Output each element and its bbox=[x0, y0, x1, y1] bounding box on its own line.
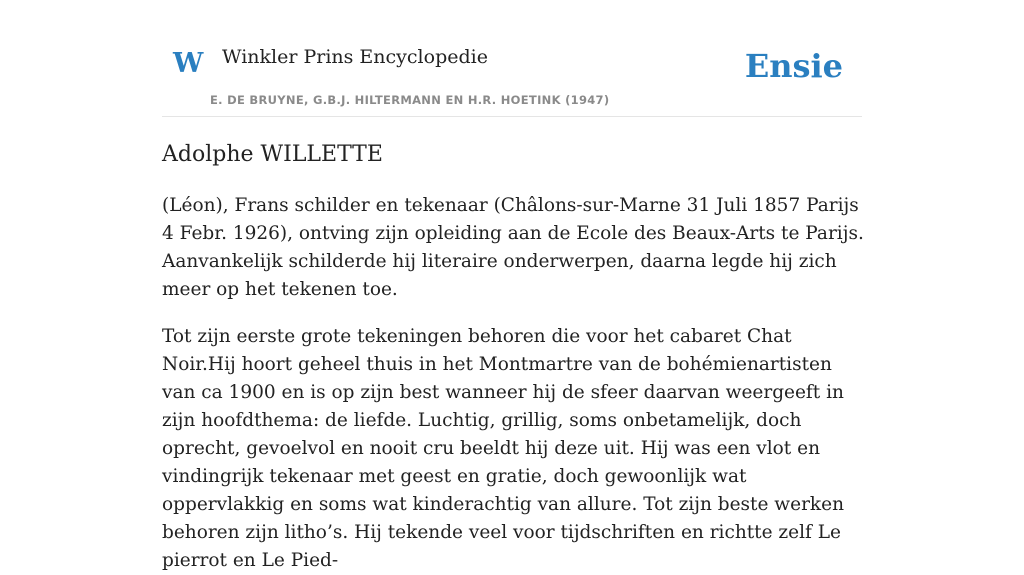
article-title: Adolphe WILLETTE bbox=[162, 142, 383, 167]
article-paragraph: (Léon), Frans schilder en tekenaar (Châlons-sur-Marne 31 Juli 1857 Parijs 4 Febr. 1926), ontving zijn opleiding aan de Ecole des Beaux-Arts te Parijs. Aanvankelijk schilderde hij literaire onderwerpen, daarna legde hij zich meer op het tekenen toe. bbox=[162, 195, 864, 300]
site-header bbox=[162, 0, 862, 117]
source-title[interactable]: Winkler Prins Encyclopedie bbox=[222, 46, 488, 68]
ensie-logo-link[interactable]: Ensie bbox=[744, 47, 843, 85]
winkler-prins-logo[interactable]: W bbox=[173, 48, 204, 79]
article-paragraph: Tot zijn eerste grote tekeningen behoren die voor het cabaret Chat Noir.Hij hoort geheel thuis in het Montmartre van de bohémienartisten van ca 1900 en is op zijn best wanneer hij de sfeer daarvan weergeeft in zijn hoofdthema: de liefde. Luchtig, grillig, soms onbetamelijk, doch oprecht, gevoelvol en nooit cru beeldt hij deze uit. Hij was een vlot en vindingrijk tekenaar met geest en gratie, doch gewoonlijk wat oppervlakkig en soms wat kinderachtig van allure. Tot zijn beste werken behoren zijn litho’s. Hij tekende veel voor tijdschriften en richtte zelf Le pierrot en Le Pied- bbox=[162, 326, 845, 571]
source-authors: E. DE BRUYNE, G.B.J. HILTERMANN EN H.R. HOETINK (1947) bbox=[210, 93, 610, 107]
article bbox=[162, 140, 868, 575]
